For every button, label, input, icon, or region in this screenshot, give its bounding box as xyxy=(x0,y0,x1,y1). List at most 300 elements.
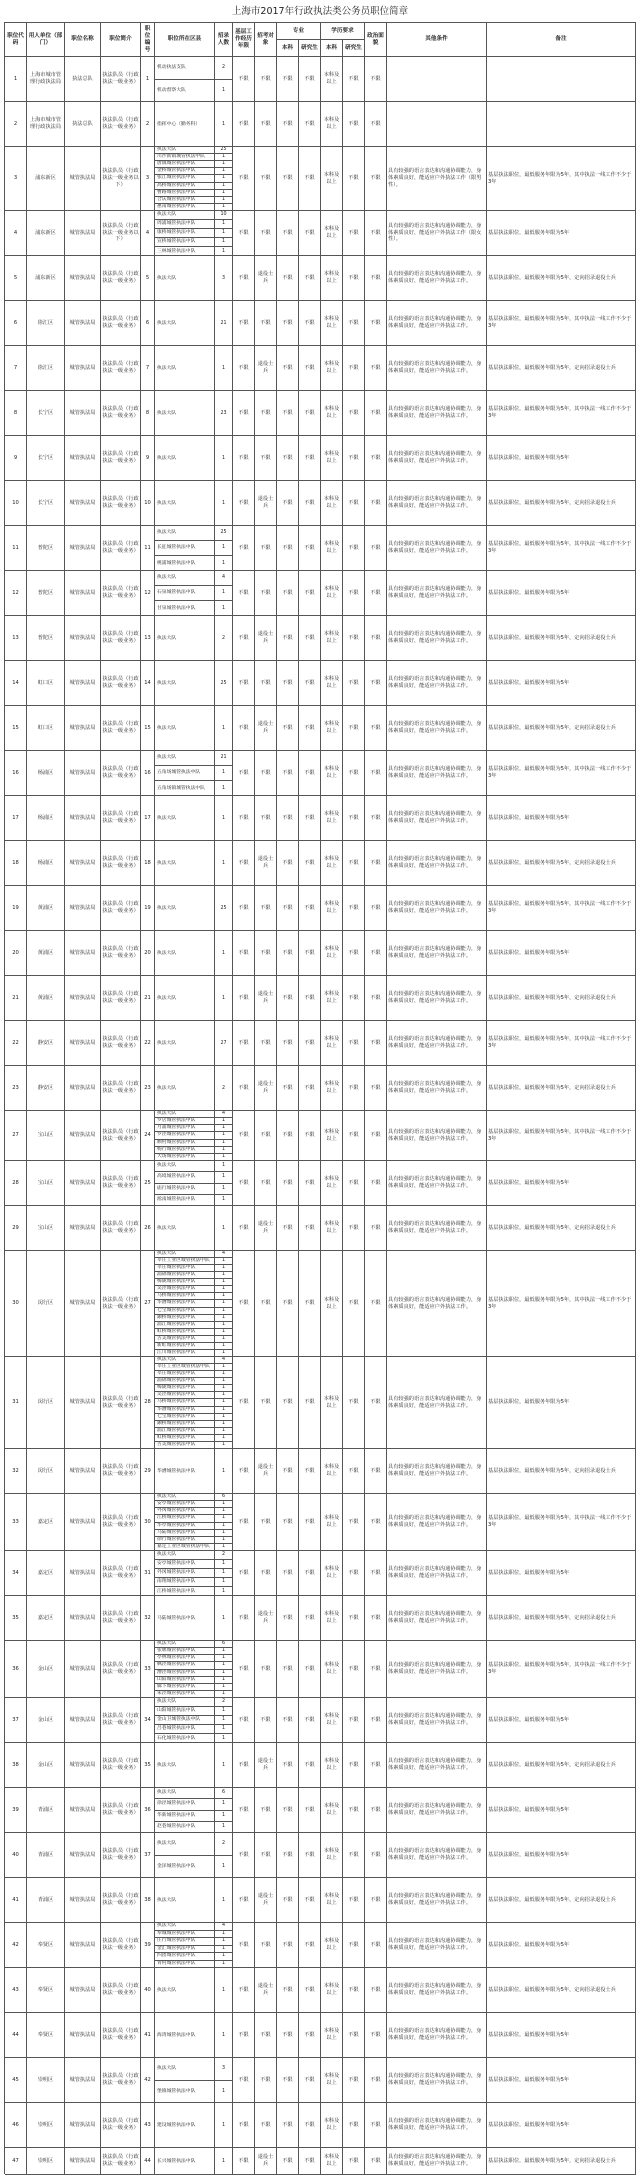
cell-subunit-counts xyxy=(215,1494,233,1551)
subunit-count: 1 xyxy=(215,1343,232,1350)
cell-deg: 本科及以上 xyxy=(321,1833,343,1878)
subunit-name: 虹桥城管执法中队 xyxy=(155,1435,214,1442)
cell-mg: 不限 xyxy=(299,796,321,841)
subunit-count: 1 xyxy=(215,1161,232,1172)
cell-other: 具有较强的语言表达和沟通协调能力，身体素质良好，能适应户外执法工作。 xyxy=(387,1449,487,1494)
subunit-count: 1 xyxy=(215,1300,232,1307)
cell-work: 不限 xyxy=(233,1923,255,1968)
subunit-name: 执法大队 xyxy=(155,571,214,586)
cell-no: 23 xyxy=(5,1066,27,1111)
cell-target: 不限 xyxy=(255,211,277,256)
cell-intro: 执法队员（行政执法一级业务） xyxy=(101,616,141,661)
subunit-count: 3 xyxy=(221,275,226,281)
cell-work: 不限 xyxy=(233,436,255,481)
cell-subunit-counts xyxy=(215,616,233,661)
cell-no: 14 xyxy=(5,661,27,706)
cell-no: 15 xyxy=(5,706,27,751)
subunit-count: 1 xyxy=(221,1350,226,1356)
cell-pol: 不限 xyxy=(365,571,387,616)
cell-subunits xyxy=(155,1066,215,1111)
subunit-count: 1 xyxy=(215,1578,232,1587)
cell-deg: 本科及以上 xyxy=(321,436,343,481)
subunit-count: 1 xyxy=(215,1364,232,1371)
cell-no: 18 xyxy=(5,841,27,886)
cell-other: 具有较强的语言表达和沟通协调能力，身体素质良好，能适应户外执法工作。 xyxy=(387,1161,487,1206)
cell-pol: 不限 xyxy=(365,796,387,841)
subunit-name: 执法大队 xyxy=(157,1040,177,1046)
subunit-count: 1 xyxy=(215,1515,232,1522)
header-major-grad: 研究生 xyxy=(299,40,321,57)
cell-subunits xyxy=(155,1449,215,1494)
subunit-name: 执法大队 xyxy=(155,1251,214,1258)
subunit-name: 华漕城管执法中队 xyxy=(155,1407,214,1414)
subunit-name: 月浦城管执法中队 xyxy=(155,1125,214,1132)
cell-other xyxy=(387,57,487,102)
cell-pol: 不限 xyxy=(365,256,387,301)
cell-remark: 基层执法职位，最低服务年限为5年，定向招录退役士兵 xyxy=(487,1968,636,2013)
cell-subunit-counts xyxy=(215,841,233,886)
cell-subunits xyxy=(155,796,215,841)
cell-subunit-counts xyxy=(215,931,233,976)
subunit-count: 1 xyxy=(215,1118,232,1125)
subunit-count: 1 xyxy=(215,1336,232,1343)
subunit-name: 执法大队 xyxy=(157,275,177,281)
cell-pol: 不限 xyxy=(365,1923,387,1968)
cell-remark: 基层执法职位，最低服务年限为5年，其中执法一线工作不少于3年 xyxy=(487,886,636,931)
cell-subunits xyxy=(155,1878,215,1923)
cell-work: 不限 xyxy=(233,481,255,526)
subunit-count: 1 xyxy=(215,238,232,247)
cell-mg: 不限 xyxy=(299,1743,321,1788)
subunit-count: 1 xyxy=(221,2122,226,2128)
cell-remark: 基层执法职位，最低服务年限为5年，其中执法一线工作不少于3年 xyxy=(487,1251,636,1357)
subunit-name: 莘庄城管执法中队 xyxy=(155,1265,214,1272)
cell-post: 城管执法局 xyxy=(65,886,101,931)
cell-mu: 不限 xyxy=(277,1788,299,1833)
subunit-name: 执法大队 xyxy=(155,1923,214,1931)
header-work-years: 基层工作经历年限 xyxy=(233,23,255,57)
cell-mg: 不限 xyxy=(299,391,321,436)
cell-intro: 执法队员（行政执法一级业务以下） xyxy=(101,147,141,211)
subunit-name: 金山卫城管执法中队 xyxy=(155,1716,214,1725)
cell-no: 7 xyxy=(5,346,27,391)
cell-degree-grad: 不限 xyxy=(343,147,365,211)
subunit-count: 1 xyxy=(215,1655,232,1662)
subunit-count: 1 xyxy=(215,154,232,161)
subunit-name: 浦锦城管执法中队 xyxy=(155,1378,214,1385)
cell-post: 城管执法局 xyxy=(65,571,101,616)
cell-mg: 不限 xyxy=(299,751,321,796)
cell-deg: 本科及以上 xyxy=(321,931,343,976)
cell-unit: 上海市城市管理行政执法局 xyxy=(27,57,65,102)
subunit-count: 1 xyxy=(221,204,226,210)
cell-degree-grad: 不限 xyxy=(343,1596,365,1641)
cell-unit: 嘉定区 xyxy=(27,1596,65,1641)
cell-post: 城管执法局 xyxy=(65,661,101,706)
cell-intro: 执法队员（行政执法一级业务） xyxy=(101,1641,141,1698)
cell-deg: 本科及以上 xyxy=(321,1743,343,1788)
subunit-count: 1 xyxy=(215,1286,232,1293)
cell-degree-grad: 不限 xyxy=(343,1641,365,1698)
cell-pcode: 22 xyxy=(141,1021,155,1066)
subunit-count: 1 xyxy=(215,1931,232,1939)
subunit-name: 山阳城管执法中队 xyxy=(155,1707,214,1716)
cell-degree-grad: 不限 xyxy=(343,1698,365,1743)
cell-degree-grad: 不限 xyxy=(343,346,365,391)
cell-degree-grad: 不限 xyxy=(343,256,365,301)
subunit-name: 五角场镇城管执法中队 xyxy=(157,785,205,791)
table-row xyxy=(5,1251,636,1357)
cell-remark: 基层执法职位，最低服务年限为5年，其中执法一线工作不少于3年 xyxy=(487,1494,636,1551)
cell-intro: 执法队员（行政执法一级业务） xyxy=(101,2013,141,2058)
cell-other: 具有较强的语言表达和沟通协调能力，身体素质良好，能适应户外执法工作。 xyxy=(387,661,487,706)
cell-unit: 静安区 xyxy=(27,1066,65,1111)
cell-other: 具有较强的语言表达和沟通协调能力，身体素质良好，能适应户外执法工作。 xyxy=(387,2148,487,2175)
cell-intro: 执法队员（行政执法一级业务） xyxy=(101,1698,141,1743)
cell-post: 城管执法局 xyxy=(65,841,101,886)
cell-pcode: 27 xyxy=(141,1251,155,1357)
subunit-name: 吕巷城管执法中队 xyxy=(155,1725,214,1734)
subunit-name: 奉城城管执法中队 xyxy=(155,1931,214,1939)
subunit-count: 1 xyxy=(221,1588,226,1594)
cell-subunits xyxy=(155,886,215,931)
cell-target: 不限 xyxy=(255,526,277,571)
cell-pcode: 23 xyxy=(141,1066,155,1111)
cell-subunit-counts xyxy=(215,1833,233,1878)
cell-mg: 不限 xyxy=(299,661,321,706)
cell-post: 城管执法局 xyxy=(65,751,101,796)
subunit-name: 梅陇城管执法中队 xyxy=(155,1385,214,1392)
cell-pcode: 12 xyxy=(141,571,155,616)
cell-pcode: 38 xyxy=(141,1878,155,1923)
cell-no: 21 xyxy=(5,976,27,1021)
cell-work: 不限 xyxy=(233,2148,255,2175)
cell-mg: 不限 xyxy=(299,1641,321,1698)
cell-remark: 基层执法职位，最低服务年限为5年 xyxy=(487,436,636,481)
cell-mu: 不限 xyxy=(277,1698,299,1743)
cell-deg: 本科及以上 xyxy=(321,796,343,841)
subunit-name: 执法大队 xyxy=(157,320,177,326)
cell-mu: 不限 xyxy=(277,886,299,931)
cell-deg: 本科及以上 xyxy=(321,1596,343,1641)
subunit-name: 罗泾城管执法中队 xyxy=(155,1132,214,1139)
cell-no: 44 xyxy=(5,2013,27,2058)
cell-post: 城管执法局 xyxy=(65,2103,101,2148)
cell-intro: 执法队员（行政执法一级业务） xyxy=(101,57,141,102)
cell-mu: 不限 xyxy=(277,571,299,616)
cell-degree-grad: 不限 xyxy=(343,1161,365,1206)
subunit-name: 周浦城管执法中队 xyxy=(155,220,214,229)
cell-pol: 不限 xyxy=(365,616,387,661)
cell-no: 33 xyxy=(5,1494,27,1551)
cell-target: 不限 xyxy=(255,886,277,931)
cell-target: 不限 xyxy=(255,796,277,841)
cell-pcode: 34 xyxy=(141,1698,155,1743)
subunit-count: 1 xyxy=(221,121,226,127)
cell-degree-grad: 不限 xyxy=(343,1021,365,1066)
subunit-name: 华新城管执法中队 xyxy=(155,1811,214,1822)
subunit-count: 1 xyxy=(221,1691,226,1697)
cell-mu: 不限 xyxy=(277,1743,299,1788)
cell-mg: 不限 xyxy=(299,1878,321,1923)
cell-deg: 本科及以上 xyxy=(321,1111,343,1161)
cell-pcode: 29 xyxy=(141,1449,155,1494)
cell-degree-grad: 不限 xyxy=(343,2103,365,2148)
cell-pol: 不限 xyxy=(365,1251,387,1357)
subunit-name: 莘庄城管执法中队 xyxy=(155,1371,214,1378)
subunit-name: 机动执法支队 xyxy=(155,57,214,80)
cell-subunit-counts xyxy=(215,1251,233,1357)
cell-pol: 不限 xyxy=(365,1449,387,1494)
subunit-name: 庄行城管执法中队 xyxy=(155,1938,214,1946)
table-row xyxy=(5,886,636,931)
cell-mu: 不限 xyxy=(277,2058,299,2103)
cell-post: 城管执法局 xyxy=(65,211,101,256)
cell-pcode: 33 xyxy=(141,1641,155,1698)
subunit-name: 执法大队 xyxy=(155,1357,214,1364)
cell-other: 具有较强的语言表达和沟通协调能力，身体素质良好，能适应户外执法工作。 xyxy=(387,2013,487,2058)
subunit-name: 建设城管执法中队 xyxy=(157,2122,196,2128)
cell-intro: 执法队员（行政执法一级业务） xyxy=(101,436,141,481)
cell-mg: 不限 xyxy=(299,57,321,102)
header-remarks: 备注 xyxy=(487,23,636,57)
cell-work: 不限 xyxy=(233,1494,255,1551)
cell-deg: 本科及以上 xyxy=(321,57,343,102)
subunit-name: 康桥城管执法中队 xyxy=(155,229,214,238)
cell-unit: 金山区 xyxy=(27,1698,65,1743)
subunit-name: 执法大队 xyxy=(155,526,214,541)
cell-remark: 基层执法职位，最低服务年限为5年，定向招录退役士兵 xyxy=(487,1449,636,1494)
subunit-name: 执法大队 xyxy=(157,455,177,461)
subunit-count: 1 xyxy=(215,1677,232,1684)
table-row xyxy=(5,301,636,346)
cell-other: 具有较强的语言表达和沟通协调能力，身体素质良好，能适应户外执法工作。 xyxy=(387,571,487,616)
subunit-count: 1 xyxy=(221,248,226,254)
cell-target: 不限 xyxy=(255,1698,277,1743)
table-row xyxy=(5,706,636,751)
subunit-count: 1 xyxy=(215,1279,232,1286)
cell-target: 退役士兵 xyxy=(255,841,277,886)
cell-subunits xyxy=(155,102,215,147)
cell-subunits xyxy=(155,2148,215,2175)
table-row xyxy=(5,976,636,1021)
table-row xyxy=(5,526,636,571)
subunit-name: 华漕城管执法中队 xyxy=(155,1300,214,1307)
cell-other: 具有较强的语言表达和沟通协调能力，身体素质良好，能适应户外执法工作。 xyxy=(387,1357,487,1449)
cell-post: 城管执法局 xyxy=(65,1743,101,1788)
subunit-count: 1 xyxy=(215,1322,232,1329)
table-row xyxy=(5,481,636,526)
cell-unit: 黄浦区 xyxy=(27,976,65,1021)
cell-mg: 不限 xyxy=(299,1357,321,1449)
cell-remark: 基层执法职位，最低服务年限为5年 xyxy=(487,211,636,256)
cell-target: 不限 xyxy=(255,436,277,481)
cell-unit: 嘉定区 xyxy=(27,1551,65,1596)
cell-subunit-counts xyxy=(215,2148,233,2175)
cell-subunits xyxy=(155,301,215,346)
subunit-count: 1 xyxy=(215,1946,232,1954)
cell-remark: 基层执法职位，最低服务年限为5年 xyxy=(487,1161,636,1206)
cell-subunits xyxy=(155,1833,215,1878)
cell-subunit-counts xyxy=(215,1641,233,1698)
table-row xyxy=(5,796,636,841)
cell-pol: 不限 xyxy=(365,1494,387,1551)
cell-remark: 基层执法职位，最低服务年限为5年，定向招录退役士兵 xyxy=(487,616,636,661)
cell-target: 不限 xyxy=(255,2058,277,2103)
cell-intro: 执法队员（行政执法一级业务） xyxy=(101,1788,141,1833)
cell-deg: 本科及以上 xyxy=(321,1357,343,1449)
subunit-count: 1 xyxy=(221,2032,226,2038)
cell-target: 不限 xyxy=(255,391,277,436)
subunit-name: 金泽城管执法中队 xyxy=(157,1863,196,1869)
cell-mg: 不限 xyxy=(299,147,321,211)
cell-unit: 青浦区 xyxy=(27,1878,65,1923)
cell-subunits xyxy=(155,931,215,976)
subunit-count: 2 xyxy=(215,1551,232,1560)
subunit-count: 1 xyxy=(215,1953,232,1961)
cell-no: 10 xyxy=(5,481,27,526)
cell-subunit-counts xyxy=(215,976,233,1021)
table-row xyxy=(5,1357,636,1449)
cell-pcode: 14 xyxy=(141,661,155,706)
cell-other: 具有较强的语言表达和沟通协调能力，身体素质良好，能适应户外执法工作。 xyxy=(387,1066,487,1111)
cell-mg: 不限 xyxy=(299,481,321,526)
subunit-name: 执法大队 xyxy=(155,2058,214,2081)
cell-mg: 不限 xyxy=(299,1788,321,1833)
cell-pcode: 2 xyxy=(141,102,155,147)
cell-subunit-counts xyxy=(215,1968,233,2013)
cell-unit: 上海市城市管理行政执法局 xyxy=(27,102,65,147)
subunit-count: 1 xyxy=(215,1378,232,1385)
subunit-name: 曹路城管执法中队 xyxy=(155,190,214,197)
cell-subunit-counts xyxy=(215,1923,233,1968)
cell-remark xyxy=(487,57,636,102)
cell-no: 27 xyxy=(5,1111,27,1161)
subunit-count: 1 xyxy=(215,1272,232,1279)
cell-work: 不限 xyxy=(233,346,255,391)
cell-unit: 金山区 xyxy=(27,1743,65,1788)
cell-degree-grad: 不限 xyxy=(343,1206,365,1251)
cell-mu: 不限 xyxy=(277,1357,299,1449)
cell-post: 城管执法局 xyxy=(65,1968,101,2013)
cell-work: 不限 xyxy=(233,976,255,1021)
cell-intro: 执法队员（行政执法一级业务） xyxy=(101,1923,141,1968)
cell-deg: 本科及以上 xyxy=(321,211,343,256)
subunit-count: 1 xyxy=(215,1329,232,1336)
cell-pol: 不限 xyxy=(365,301,387,346)
header-political: 政治面貌 xyxy=(365,23,387,57)
subunit-name: 华漕城管执法中队 xyxy=(157,1468,196,1474)
cell-unit: 虹口区 xyxy=(27,661,65,706)
cell-deg: 本科及以上 xyxy=(321,2148,343,2175)
page-title: 上海市2017年行政执法类公务员职位简章 xyxy=(231,6,409,17)
subunit-name: 石化城管执法中队 xyxy=(157,1735,196,1741)
cell-subunit-counts xyxy=(215,1551,233,1596)
subunit-count: 2 xyxy=(215,1833,232,1856)
cell-mu: 不限 xyxy=(277,976,299,1021)
cell-subunits xyxy=(155,1743,215,1788)
table-row xyxy=(5,391,636,436)
cell-remark: 基层执法职位，最低服务年限为5年，其中执法一线工作不少于3年 xyxy=(487,1111,636,1161)
cell-remark: 基层执法职位，最低服务年限为5年，定向招录退役士兵 xyxy=(487,2148,636,2175)
subunit-name: 石泉城管执法中队 xyxy=(155,586,214,601)
subunit-name: 张堰城管执法中队 xyxy=(155,1648,214,1655)
cell-degree-grad: 不限 xyxy=(343,1551,365,1596)
table-row xyxy=(5,1641,636,1698)
cell-unit: 黄浦区 xyxy=(27,886,65,931)
cell-other: 具有较强的语言表达和沟通协调能力，身体素质良好，能适应户外执法工作。 xyxy=(387,256,487,301)
cell-work: 不限 xyxy=(233,1206,255,1251)
subunit-count: 1 xyxy=(221,815,226,821)
cell-post: 城管执法局 xyxy=(65,1833,101,1878)
cell-target: 退役士兵 xyxy=(255,1596,277,1641)
subunit-count: 1 xyxy=(215,1184,232,1195)
cell-unit: 奉贤区 xyxy=(27,1968,65,2013)
subunit-count: 1 xyxy=(215,1125,232,1132)
subunit-name: 顾村城管执法中队 xyxy=(155,1140,214,1147)
cell-subunits xyxy=(155,256,215,301)
subunit-count: 1 xyxy=(215,1684,232,1691)
subunit-count: 1 xyxy=(215,1258,232,1265)
subunit-name: 执法大队 xyxy=(157,950,177,956)
cell-deg: 本科及以上 xyxy=(321,1251,343,1357)
cell-intro: 执法队员（行政执法一级业务以下） xyxy=(101,211,141,256)
cell-subunits xyxy=(155,391,215,436)
table-row xyxy=(5,751,636,796)
cell-deg: 本科及以上 xyxy=(321,1161,343,1206)
cell-unit: 青浦区 xyxy=(27,1788,65,1833)
cell-deg: 本科及以上 xyxy=(321,976,343,1021)
cell-deg: 本科及以上 xyxy=(321,1923,343,1968)
subunit-name: 合庆城管执法中队 xyxy=(155,197,214,204)
subunit-count: 1 xyxy=(215,1707,232,1716)
subunit-count: 1 xyxy=(215,1725,232,1734)
cell-degree-grad: 不限 xyxy=(343,706,365,751)
table-row xyxy=(5,1021,636,1066)
cell-pol: 不限 xyxy=(365,1833,387,1878)
cell-other: 具有较强的语言表达和沟通协调能力，身体素质良好，能适应户外执法工作。 xyxy=(387,1743,487,1788)
subunit-count: 1 xyxy=(215,1508,232,1515)
cell-work: 不限 xyxy=(233,102,255,147)
cell-subunits xyxy=(155,346,215,391)
cell-remark: 基层执法职位，最低服务年限为5年 xyxy=(487,2013,636,2058)
subunit-count: 1 xyxy=(215,1670,232,1677)
cell-subunit-counts xyxy=(215,796,233,841)
cell-subunit-counts xyxy=(215,391,233,436)
cell-pcode: 39 xyxy=(141,1923,155,1968)
cell-no: 38 xyxy=(5,1743,27,1788)
subunit-name: 南翔城管执法中队 xyxy=(155,1578,214,1587)
cell-deg: 本科及以上 xyxy=(321,1551,343,1596)
cell-post: 城管执法局 xyxy=(65,616,101,661)
subunit-count: 1 xyxy=(221,2158,226,2164)
subunit-name: 执法大队 xyxy=(155,1494,214,1501)
subunit-name: 马陆城管执法中队 xyxy=(155,1530,214,1537)
header-target: 招考对象 xyxy=(255,23,277,57)
cell-degree-grad: 不限 xyxy=(343,102,365,147)
cell-intro: 执法队员（行政执法一级业务） xyxy=(101,256,141,301)
cell-mu: 不限 xyxy=(277,1206,299,1251)
cell-mg: 不限 xyxy=(299,1161,321,1206)
cell-mg: 不限 xyxy=(299,102,321,147)
cell-other: 具有较强的语言表达和沟通协调能力，身体素质良好，能适应户外执法工作。 xyxy=(387,1878,487,1923)
cell-unit: 黄浦区 xyxy=(27,931,65,976)
cell-degree-grad: 不限 xyxy=(343,481,365,526)
cell-remark: 基层执法职位，最低服务年限为5年，其中执法一线工作不少于3年 xyxy=(487,751,636,796)
subunit-name: 海湾城管执法中队 xyxy=(157,2032,196,2038)
cell-deg: 本科及以上 xyxy=(321,1788,343,1833)
cell-pcode: 30 xyxy=(141,1494,155,1551)
